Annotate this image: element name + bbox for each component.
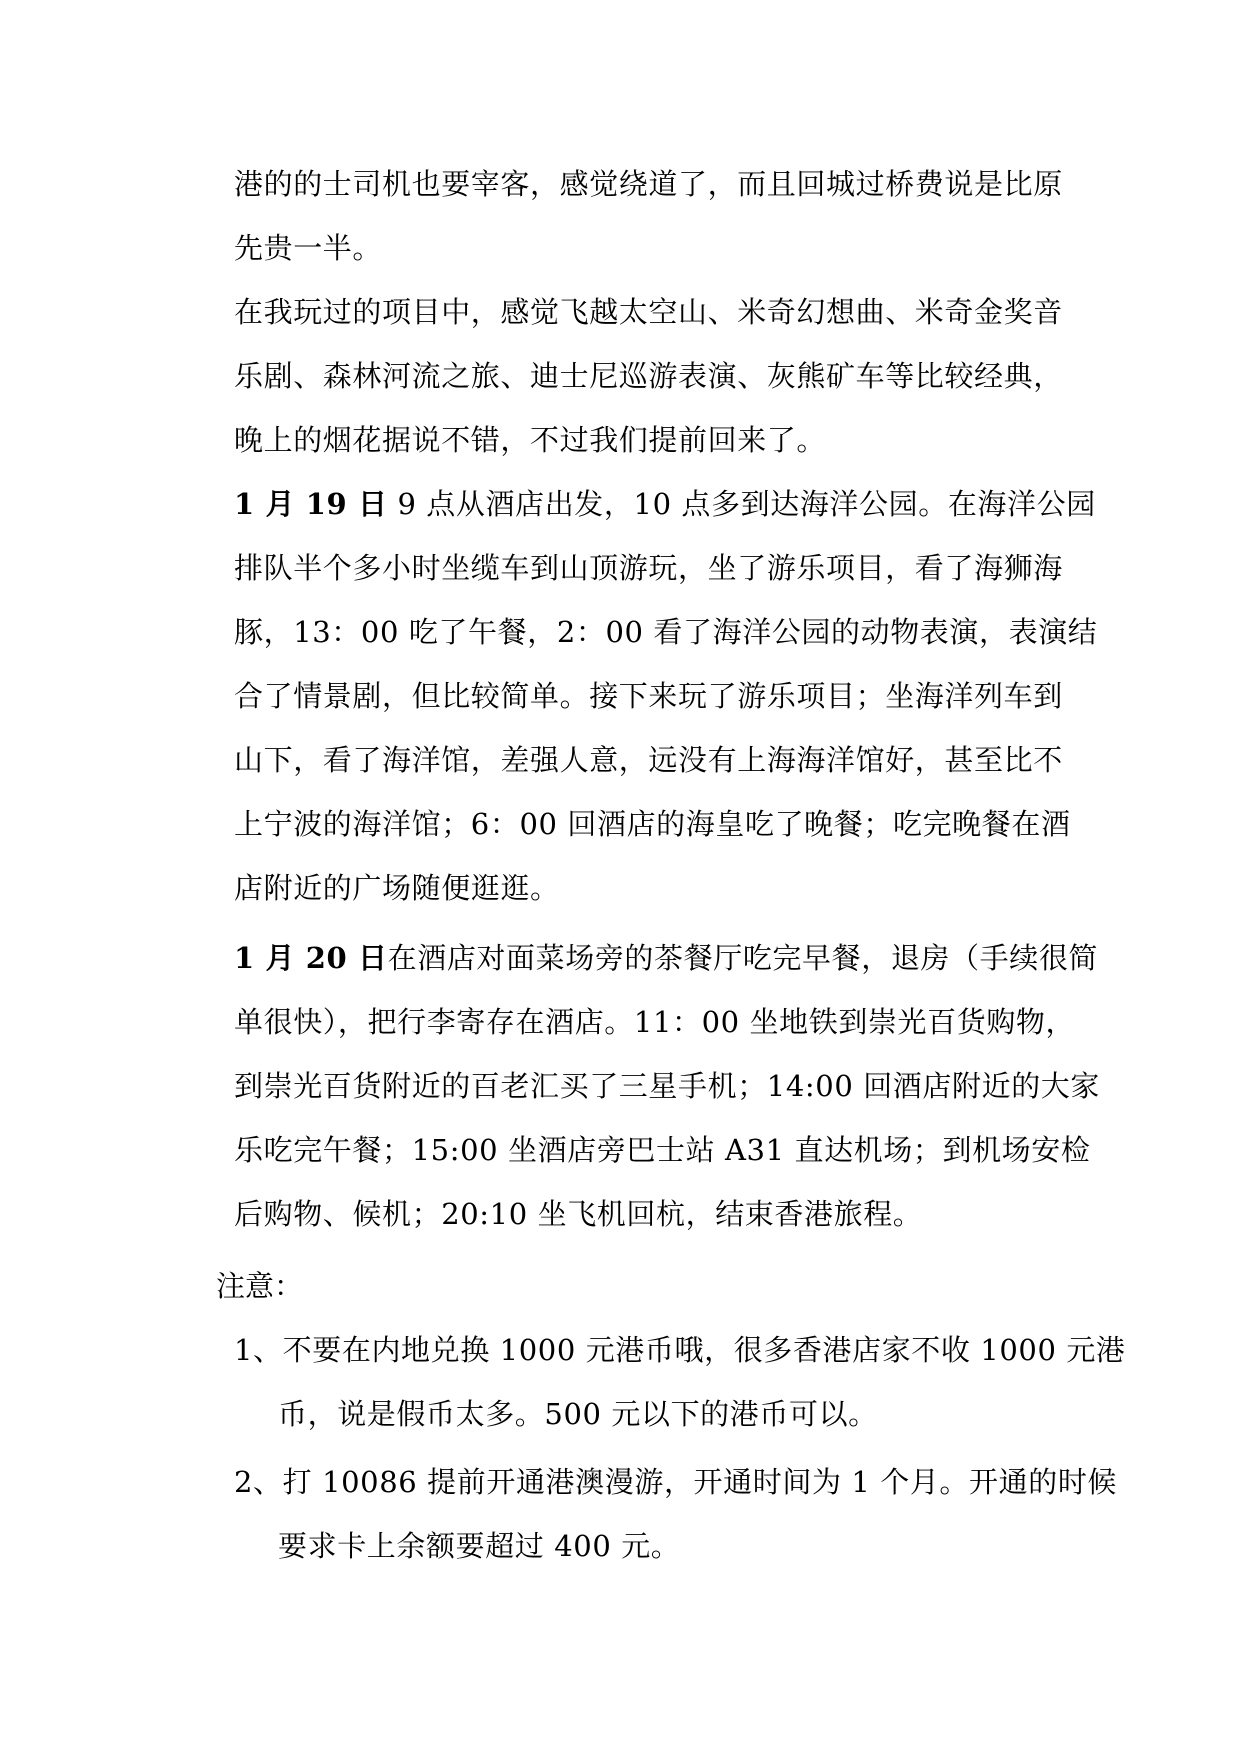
day20-line-5: 后购物、候机；20:10 坐飞机回杭，结束香港旅程。 [234,1197,923,1231]
projects-line-3: 晚上的烟花据说不错，不过我们提前回来了。 [234,423,827,457]
note-item-1-cont: 币，说是假币太多。500 元以下的港币可以。 [278,1397,878,1431]
day20-line-2: 单很快），把行李寄存在酒店。11：00 坐地铁到崇光百货购物， [234,1005,1076,1039]
projects-line-1: 在我玩过的项目中，感觉飞越太空山、米奇幻想曲、米奇金奖音 [234,295,1063,329]
day19-line-3: 豚，13：00 吃了午餐，2：00 看了海洋公园的动物表演，表演结 [234,615,1098,649]
note-item-2: 2、打 10086 提前开通港澳漫游，开通时间为 1 个月。开通的时候 [234,1465,1118,1499]
day19-line-5: 山下，看了海洋馆，差强人意，远没有上海海洋馆好，甚至比不 [234,743,1063,777]
day19-date: 1 月 19 日 [234,487,388,521]
note-item-1: 1、不要在内地兑换 1000 元港币哦，很多香港店家不收 1000 元港 [234,1333,1126,1367]
day19-line-2: 排队半个多小时坐缆车到山顶游玩，坐了游乐项目，看了海狮海 [234,551,1063,585]
day20-line-3: 到崇光百货附近的百老汇买了三星手机；14:00 回酒店附近的大家 [234,1069,1100,1103]
day19-line-6: 上宁波的海洋馆；6：00 回酒店的海皇吃了晚餐；吃完晚餐在酒 [234,807,1071,841]
day19-first-text: 9 点从酒店出发，10 点多到达海洋公园。在海洋公园 [387,487,1096,521]
day20-first-text: 在酒店对面菜场旁的茶餐厅吃完早餐，退房（手续很简 [387,941,1099,975]
day20-line-4: 乐吃完午餐；15:00 坐酒店旁巴士站 A31 直达机场；到机场安检 [234,1133,1091,1167]
note-item-2-cont: 要求卡上余额要超过 400 元。 [278,1529,681,1563]
day20-date: 1 月 20 日 [234,941,388,975]
day20-line-1 [234,926,1099,990]
intro-line-2: 先贵一半。 [234,231,383,265]
day19-line-1 [234,472,1096,536]
day19-line-7: 店附近的广场随便逛逛。 [234,871,560,905]
day19-line-4: 合了情景剧，但比较简单。接下来玩了游乐项目；坐海洋列车到 [234,679,1063,713]
intro-line-1: 港的的士司机也要宰客，感觉绕道了，而且回城过桥费说是比原 [234,167,1063,201]
notes-heading: 注意： [216,1269,304,1303]
projects-line-2: 乐剧、森林河流之旅、迪士尼巡游表演、灰熊矿车等比较经典， [234,359,1063,393]
